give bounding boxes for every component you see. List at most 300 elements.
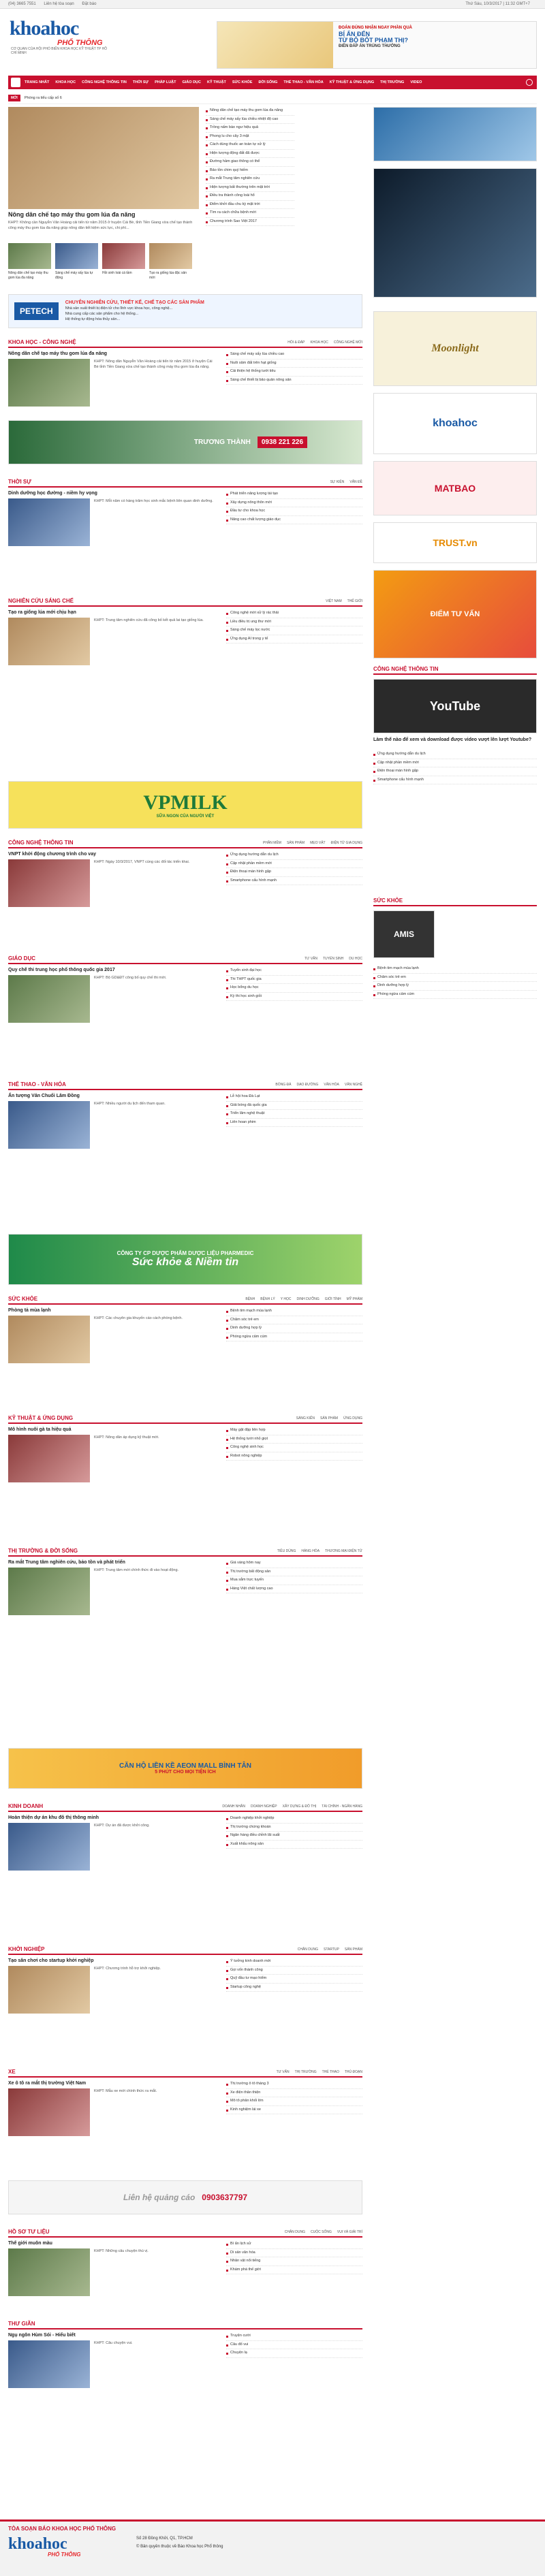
section-lead-image[interactable] [8,1966,90,2014]
section-subnav [277,2070,362,2076]
small-story[interactable] [8,243,51,281]
ad-text: Liên hệ quảng cáo [123,2193,196,2202]
section-sub-link[interactable]: ĐIỆN TỬ GIA DỤNG [330,841,362,845]
section-lead-title[interactable]: Thế giới muôn màu [8,2241,52,2246]
section-lead-sapo: KHPT: Ngày 10/3/2017, VNPT cùng các đối tác triển khai. [94,860,190,864]
list-item[interactable]: Đường hầm giao thông có thể [206,158,294,167]
list-item[interactable]: Liên hoan phim [226,1119,362,1128]
nav-item[interactable]: THỂ THAO - VĂN HÓA [283,80,324,84]
nav-item[interactable]: SỨC KHỎE [232,80,253,84]
list-item[interactable]: Phòng ngừa cảm cúm [373,991,537,1000]
section-lead-title[interactable]: Ấn tượng Văn Chuổi Lâm Đồng [8,1094,80,1098]
logo-main: khoahoc [10,17,79,39]
section-sub-link[interactable]: THẾ GIỚI [347,599,362,603]
section-lead-title[interactable]: Tạo ra giống lúa mới chịu hạn [8,610,76,615]
list-item[interactable]: Chương trình Sao Việt 2017 [206,218,294,227]
news-section [8,2320,362,2395]
youtube-logo: YouTube [429,699,481,713]
small-story-title[interactable]: Sáng chế máy sấy lúa tự động [55,271,93,280]
section-list [226,351,362,385]
section-list [226,851,362,885]
section-title[interactable]: THỜI SỰ [8,479,31,485]
news-section [8,597,362,672]
news-section [8,1295,362,1370]
section-lead-sapo: KHPT: Trung tâm mới chính thức đi vào hoạt động. [94,1568,179,1572]
ad-brand: ĐIỂM TƯ VẤN [430,610,480,618]
list-item[interactable]: Sáng chế máy sấy lúa chiều cao [226,351,362,360]
list-item[interactable]: Chăm sóc trẻ em [373,974,537,983]
list-item[interactable]: Bí ẩn lịch sử [226,2240,362,2249]
section-lead-image[interactable] [8,618,90,665]
list-item[interactable]: Điện thoại màn hình gập [226,868,362,877]
small-story-image[interactable] [8,243,51,269]
list-item[interactable]: Giá vàng hôm nay [226,1559,362,1568]
section-sub-link[interactable]: DINH DƯỠNG [296,1297,320,1301]
logo-tagline: CƠ QUAN CỦA HỘI PHỔ BIẾN KHOA HỌC KỸ THUẬT TP HỒ CHÍ MINH [11,47,108,55]
list-item[interactable]: Ứng dụng hướng dẫn du lịch [226,851,362,860]
site-logo[interactable] [10,17,112,55]
list-item[interactable]: Bệnh tim mạch mùa lạnh [373,965,537,974]
section-sub-link[interactable]: THƯƠNG MẠI ĐIỆN TỬ [325,1549,362,1553]
section-title[interactable]: KINH DOANH [8,1803,44,1809]
list-item[interactable]: Khám phá thế giới [226,2266,362,2275]
section-list [226,2240,362,2274]
list-item[interactable]: Chăm sóc trẻ em [226,1316,362,1325]
section-subnav [330,480,362,486]
section-header [8,2068,362,2078]
list-item[interactable]: Câu đố vui [226,2341,362,2350]
list-item[interactable]: Điện thoại màn hình gập [373,767,537,776]
nav-item[interactable]: ĐỜI SỐNG [258,80,278,84]
section-title[interactable]: NGHIÊN CỨU SÁNG CHẾ [8,598,74,604]
section-sub-link[interactable]: ỨNG DỤNG [343,1416,362,1420]
pharmedic-banner[interactable] [8,1234,362,1285]
list-item[interactable]: Nhân vật nổi tiếng [226,2257,362,2266]
vpmilk-banner[interactable] [8,781,362,829]
section-sub-link[interactable]: SẢN PHẨM [320,1416,339,1420]
top-story-sapo: KHPT: Không cần Nguyễn Văn Hoàng cải tiến từ năm 2015 ở huyện Cái Bè, tỉnh Tiền Giang vừa chế tạo thành công máy thu gom lúa đa năng giúp nông dân tiết kiệm sức lực, chi phí... [8,221,193,230]
list-item[interactable]: Học bổng du học [226,984,362,993]
nav-item[interactable]: TRANG NHẤT [25,80,50,84]
news-section [8,1081,362,1156]
small-story[interactable] [55,243,98,281]
side-news-list [373,750,537,784]
section-sub-link[interactable]: VĂN NGHỆ [344,1083,362,1087]
top-story [8,107,362,280]
section-title[interactable]: KHOA HỌC - CÔNG NGHỆ [8,339,76,345]
list-item[interactable]: Ứng dụng AI trong y tế [226,635,362,644]
ad-line: ĐIỀN ĐÁP ÁN TRÚNG THƯỞNG [339,44,401,48]
list-item[interactable]: Hệ thống tưới nhỏ giọt [226,1435,362,1444]
list-item[interactable]: Nâng cao chất lượng giáo dục [226,516,362,525]
section-sub-link[interactable]: XÂY DỰNG & ĐÔ THỊ [282,1804,317,1809]
ad-brand: MATBAO [434,483,476,494]
section-sub-link[interactable]: DẠO ĐƯỜNG [296,1083,319,1087]
ad-line: Nhà sản xuất thiết bị điện tử cho lĩnh vực khoa học, công nghệ... [65,306,173,311]
small-story-image[interactable] [102,243,145,269]
list-item[interactable]: Nông dân chế tạo máy thu gom lúa đa năng [206,107,294,116]
list-item[interactable]: Truyện cười [226,2332,362,2341]
section-header [8,839,362,848]
news-section [8,1945,362,2020]
section-sub-link[interactable]: MẸO VẶT [310,841,326,845]
section-sub-link[interactable]: CUỘC SỐNG [311,2230,332,2234]
section-sub-link[interactable]: VĂN HÓA [324,1083,339,1087]
side-cntt-header [373,665,537,675]
list-item[interactable]: Doanh nghiệp khởi nghiệp [226,1815,362,1824]
section-sub-link[interactable]: BỆNH [245,1297,255,1301]
section-sub-link[interactable]: MỸ PHẨM [346,1297,362,1301]
aeon-banner[interactable] [8,1748,362,1789]
list-item[interactable]: Triển lãm nghệ thuật [226,1110,362,1119]
section-list [226,1307,362,1341]
section-list [226,2080,362,2114]
list-item[interactable]: Robot nông nghiệp [226,1452,362,1461]
section-list [226,1093,362,1127]
nav-item[interactable]: THỊ TRƯỜNG [380,80,405,84]
section-header [8,2320,362,2329]
section-title[interactable]: THỊ TRƯỜNG & ĐỜI SỐNG [8,1548,78,1554]
list-item[interactable]: Xe điện thân thiện [226,2089,362,2098]
section-subnav [277,1549,362,1555]
section-header [8,2228,362,2238]
list-item[interactable]: Máy gặt đập liên hợp [226,1427,362,1435]
ad-phone: 0903637797 [202,2193,248,2202]
top-story-image[interactable] [8,107,199,209]
search-icon[interactable] [526,79,533,86]
section-lead-title[interactable]: Hoàn thiện dự án khu đô thị thông minh [8,1815,99,1820]
section-lead-sapo: KHPT: Trung tâm nghiên cứu đã công bố kết quả lai tạo giống lúa. [94,618,204,622]
ad-brand: CĂN HỘ LIỀN KỀ AEON MALL BÌNH TÂN [119,1762,251,1770]
nav-item[interactable]: GIÁO DỤC [182,80,201,84]
nav-item[interactable]: VIDEO [410,80,422,84]
section-lead-title[interactable]: Ngụ ngôn Hùm Sói - Hiểu biết [8,2333,76,2338]
top-story-title[interactable]: Nông dân chế tạo máy thu gom lúa đa năng [8,211,136,218]
small-story-title[interactable]: Nông dân chế tạo máy thu gom lúa đa năng [8,271,48,280]
section-title[interactable]: CÔNG NGHỆ THÔNG TIN [8,840,74,846]
section-lead-title[interactable]: Quy chế thi trung học phổ thông quốc gia 2017 [8,968,115,972]
section-sub-link[interactable]: BÓNG ĐÁ [275,1083,292,1087]
ticker-text[interactable]: Phóng ra tiểu cấp số 6 [24,95,62,100]
side-story-title[interactable]: Làm thế nào để xem và download được video vượt lên lượt Youtube? [373,737,532,742]
section-lead-image[interactable] [8,2088,90,2136]
section-lead-image[interactable] [8,1101,90,1149]
list-item[interactable]: Phong lu cho cây 3 mặt [206,133,294,142]
main-nav [8,76,537,89]
small-story-title[interactable]: Tạo ra giống lúa đặc sản mới [149,271,187,280]
list-item[interactable]: Công nghệ sinh học [226,1444,362,1452]
content-area [8,107,537,2517]
section-sub-link[interactable]: SẢN PHẨM [344,1947,362,1952]
list-item[interactable]: Ra mắt Trung tâm nghiên cứu [206,175,294,184]
list-item[interactable]: Xuất khẩu nông sản [226,1841,362,1849]
nav-item[interactable]: THỜI SỰ [132,80,149,84]
list-item[interactable]: Di sản văn hóa [226,2249,362,2258]
section-sub-link[interactable]: Y HỌC [280,1297,292,1301]
section-lead-title[interactable]: Tạo sân chơi cho startup khởi nghiệp [8,1958,94,1963]
section-title[interactable]: SỨC KHỎE [373,897,403,904]
section-header [8,955,362,964]
tham-dieu-tri-ad[interactable] [373,570,537,658]
list-item[interactable]: Tìm ra cách chữa bệnh mới [206,209,294,218]
header [0,9,545,76]
section-sub-link[interactable]: GIỚI TÍNH [324,1297,341,1301]
nav-item[interactable]: PHÁP LUẬT [155,80,176,84]
section-lead-image[interactable] [8,1568,90,1615]
section-title[interactable]: THƯ GIÃN [8,2321,35,2327]
ad-line: TỪ BỘ BỐT PHẠM THỊ? [339,37,408,44]
section-subnav [326,599,362,605]
list-item[interactable]: Dinh dưỡng hợp lý [226,1324,362,1333]
small-story-title[interactable]: Hồi sinh loài cá tầm [102,271,132,275]
list-item[interactable]: Hiện tượng bất thường trên mặt trời [206,184,294,193]
section-sub-link[interactable]: THỊ TRƯỜNG [294,2070,317,2074]
top-small-list [8,243,199,281]
logo-sub: PHỔ THÔNG [57,39,103,47]
petech-banner[interactable] [8,294,362,328]
side-ad-2[interactable] [373,168,537,298]
list-item[interactable]: Hiện tượng động đất đã được [206,150,294,159]
section-sub-link[interactable]: HỎI & ĐÁP [287,340,305,345]
section-lead-image[interactable] [8,859,90,907]
home-icon[interactable] [11,78,20,87]
section-header [8,597,362,607]
nav-item[interactable]: KHOA HỌC [55,80,76,84]
section-sub-link[interactable]: STARTUP [324,1947,339,1952]
footer-title: TÒA SOẠN BÁO KHOA HỌC PHỔ THÔNG [8,2526,116,2532]
list-item[interactable]: Điều tra thành công loài hổ [206,192,294,201]
section-sub-link[interactable]: TƯ VẤN [276,2070,290,2074]
section-lead-sapo: KHPT: Mẫu xe mới chính thức ra mắt. [94,2089,157,2093]
ad-brand: khoahoc [433,417,478,429]
list-item[interactable]: Cách dùng thuốc an toàn tự xử lý [206,141,294,150]
list-item[interactable]: Quỹ đầu tư mạo hiểm [226,1975,362,1984]
list-item[interactable]: Sáng chế máy lọc nước [226,626,362,635]
small-story[interactable] [102,243,145,281]
list-item[interactable]: Ứng dụng hướng dẫn du lịch [373,750,537,759]
trust-ad[interactable] [373,522,537,563]
news-section [8,2068,362,2143]
section-title[interactable]: CÔNG NGHỆ THÔNG TIN [373,666,439,672]
list-item[interactable]: Nuôi sâm đất trên hạt giống [226,360,362,368]
list-item[interactable]: Hàng Việt chất lượng cao [226,1585,362,1594]
ad-brand: CÔNG TY CP DƯỢC PHẨM DƯỢC LIỆU PHARMEDIC [116,1250,254,1256]
section-title[interactable]: HỒ SƠ TƯ LIỆU [8,2229,50,2235]
list-item[interactable]: Smartphone cấu hình mạnh [373,776,537,785]
list-item[interactable]: Tuyển sinh đại học [226,967,362,976]
section-title[interactable]: KHỞI NGHIỆP [8,1946,45,1952]
section-lead-sapo: KHPT: Nông dân áp dụng kỹ thuật mới. [94,1435,159,1440]
section-sub-link[interactable]: BỆNH LÝ [260,1297,275,1301]
section-list [226,490,362,524]
section-lead-image[interactable] [8,1823,90,1871]
list-item[interactable]: Sáng chế thiết bị bảo quản nông sản [226,377,362,385]
section-header [8,1081,362,1090]
footer-logo-sub: PHỔ THÔNG [48,2551,81,2558]
ad-brand: Moonlight [431,343,479,354]
list-item[interactable]: Bệnh tim mạch mùa lạnh [226,1307,362,1316]
list-item[interactable]: Smartphone cấu hình mạnh [226,877,362,886]
list-item[interactable]: Startup công nghệ [226,1984,362,1992]
section-subnav [296,1416,362,1422]
section-lead-image[interactable] [8,1316,90,1363]
nav-item[interactable]: KỸ THUẬT [207,80,226,84]
section-lead-sapo: KHPT: Nhiều người du lịch đến tham quan. [94,1102,166,1106]
youtube-thumb[interactable] [373,679,537,733]
section-sub-link[interactable]: TUYỂN SINH [322,957,344,961]
list-item[interactable]: Chuyện lạ [226,2349,362,2358]
section-lead-title[interactable]: Ra mắt Trung tâm nghiên cứu, bảo tồn và phát triển [8,1560,125,1565]
section-title[interactable]: SỨC KHỎE [8,1296,38,1302]
moonlight-ad[interactable] [373,311,537,386]
section-sub-link[interactable]: VUI VÀ GIẢI TRÍ [337,2230,362,2234]
top-news-list [206,107,294,226]
contact-ad-banner[interactable] [8,2180,362,2214]
section-lead-sapo: KHPT: Câu chuyện vui. [94,2341,133,2345]
phone-text: (04) 3665 7551 [8,2,36,6]
list-item[interactable]: Ngân hàng điều chỉnh lãi suất [226,1832,362,1841]
amis-ad[interactable] [373,910,435,958]
section-title[interactable]: XE [8,2069,16,2075]
section-lead-title[interactable]: Dinh dưỡng học đường - niềm hy vọng [8,491,97,496]
list-item[interactable]: Gọi vốn thành công [226,1967,362,1975]
section-sub-link[interactable]: SẢN PHẨM [286,841,305,845]
list-item[interactable]: Lễ hội hoa Đà Lạt [226,1093,362,1102]
section-lead-title[interactable]: Nông dân chế tạo máy thu gom lúa đa năng [8,351,108,356]
truongthanh-banner[interactable] [8,420,362,464]
section-sub-link[interactable]: SÁNG KIẾN [296,1416,315,1420]
section-lead-image[interactable] [8,359,90,407]
section-sub-link[interactable]: SỰ KIỆN [330,480,345,484]
footer-copyright: © Bản quyền thuộc về Báo Khoa học Phổ thông [136,2545,223,2549]
section-title[interactable]: THỂ THAO - VĂN HÓA [8,1081,66,1087]
section-lead-sapo: KHPT: Những câu chuyện thú vị. [94,2249,149,2253]
section-title[interactable]: GIÁO DỤC [8,955,35,961]
section-sub-link[interactable]: VIỆT NAM [326,599,342,603]
section-lead-image[interactable] [8,975,90,1023]
section-lead-title[interactable]: Mô hình nuôi gà ta hiệu quả [8,1427,72,1432]
list-item[interactable]: Thi THPT quốc gia [226,976,362,985]
nav-item[interactable]: CÔNG NGHỆ THÔNG TIN [82,80,127,84]
list-item[interactable]: Thị trường bất động sản [226,1568,362,1577]
list-item[interactable]: Xây dựng nông thôn mới [226,499,362,508]
list-item[interactable]: Bảo tồn chim quý hiếm [206,167,294,176]
nav-item[interactable]: KỸ THUẬT & ỨNG DỤNG [329,80,375,84]
list-item[interactable]: Giải bóng đá quốc gia [226,1102,362,1111]
subscribe-link[interactable]: Đặt báo [82,2,97,6]
section-lead-image[interactable] [8,2248,90,2296]
section-header [8,1414,362,1424]
section-header [8,478,362,488]
side-health-list [373,965,537,999]
list-item[interactable]: Dinh dưỡng hợp lý [373,982,537,991]
list-item[interactable]: Liều điều trị ung thư mới [226,618,362,627]
section-sub-link[interactable]: TIÊU DÙNG [277,1549,296,1553]
section-sub-link[interactable]: DOANH NHÂN [222,1804,245,1809]
contact-link[interactable]: Liên hệ tòa soạn [44,2,74,6]
list-item[interactable]: Thị trường chứng khoán [226,1824,362,1832]
section-sub-link[interactable]: PHẦN MỀM [263,841,281,845]
section-subnav [245,1297,362,1303]
date-text: Thứ Sáu, 10/3/2017 | 11:32 GMT+7 [465,2,530,6]
section-lead-title[interactable]: Xe ô tô ra mắt thị trường Việt Nam [8,2081,87,2086]
section-lead-sapo: KHPT: Nông dân Nguyễn Văn Hoàng cải tiến từ năm 2015 ở huyện Cái Bè tỉnh Tiền Giang vừa chế tạo thành công máy thu gom lúa đa năng. [94,360,213,369]
matbao-ad[interactable] [373,461,537,515]
section-subnav [285,2230,362,2236]
list-item[interactable]: Kỳ thi học sinh giỏi [226,993,362,1002]
list-item[interactable]: Kinh nghiệm lái xe [226,2106,362,2115]
footer [0,2519,545,2576]
section-header [8,1802,362,1812]
small-story[interactable] [149,243,192,281]
section-sub-link[interactable]: THỦ ĐOẠN [344,2070,362,2074]
list-item[interactable]: Điểm khởi đầu chu kỳ mặt trời [206,201,294,210]
section-lead-sapo: KHPT: Các chuyên gia khuyến cáo cách phòng bệnh. [94,1316,183,1320]
ad-brand: TRUST.vn [433,537,478,548]
section-lead-sapo: KHPT: Bộ GD&ĐT công bố quy chế thi mới. [94,976,167,980]
news-section [8,338,362,413]
section-list [226,967,362,1001]
list-item[interactable]: Phát triển năng lượng tái tạo [226,490,362,499]
section-sub-link[interactable]: KHOA HỌC [310,340,328,345]
khoahoc-side-ad[interactable] [373,393,537,454]
section-lead-image[interactable] [8,1435,90,1482]
section-sub-link[interactable]: TÀI CHÍNH - NGÂN HÀNG [322,1804,362,1809]
section-title[interactable]: KỸ THUẬT & ỨNG DỤNG [8,1415,74,1421]
section-list [226,2332,362,2358]
side-ad-1[interactable] [373,107,537,161]
section-list [226,1559,362,1593]
section-sub-link[interactable]: HÀNG HÓA [301,1549,320,1553]
section-sub-link[interactable]: VẤN ĐỀ [349,480,362,484]
list-item[interactable]: Công nghệ mới xử lý rác thải [226,609,362,618]
top-bar [0,0,545,9]
section-sub-link[interactable]: CÔNG NGHỆ MỚI [333,340,362,345]
section-lead-title[interactable]: VNPT khởi động chương trình cho vay [8,852,96,857]
header-ad-banner[interactable] [217,21,537,69]
section-sub-link[interactable]: THỂ THAO [322,2070,339,2074]
side-health-header [373,897,537,906]
list-item[interactable]: Cập nhật phần mềm mới [226,860,362,869]
section-lead-image[interactable] [8,2340,90,2388]
list-item[interactable]: Ý tưởng kinh doanh mới [226,1958,362,1967]
news-section [8,955,362,1030]
section-sub-link[interactable]: CHÂN DUNG [284,2230,306,2234]
list-item[interactable]: Trồng nấm bào ngư hiệu quả [206,124,294,133]
section-lead-image[interactable] [8,498,90,546]
section-sub-link[interactable]: TƯ VẤN [304,957,317,961]
ad-sub: Sức khỏe & Niềm tin [131,1256,239,1268]
list-item[interactable]: Đầu tư cho khoa học [226,507,362,516]
section-lead-title[interactable]: Phòng tả mùa lạnh [8,1308,51,1313]
list-item[interactable]: Sáng chế máy sấy lúa chiều nhiệt độ cao [206,116,294,125]
section-header [8,1547,362,1557]
section-list [226,1815,362,1849]
list-item[interactable]: Thị trường ô tô tháng 3 [226,2080,362,2089]
footer-logo[interactable]: khoahoc [8,2535,67,2553]
small-story-image[interactable] [55,243,98,269]
section-subnav [287,340,362,347]
list-item[interactable]: Cải thiện hệ thống tưới tiêu [226,368,362,377]
list-item[interactable]: Phòng ngừa cảm cúm [226,1333,362,1342]
section-sub-link[interactable]: DU HỌC [349,957,362,961]
section-sub-link[interactable]: DOANH NGHIỆP [250,1804,277,1809]
list-item[interactable]: Cập nhật phần mềm mới [373,759,537,768]
list-item[interactable]: Mô tô phân khối lớn [226,2097,362,2106]
list-item[interactable]: Mua sắm trực tuyến [226,1576,362,1585]
section-sub-link[interactable]: CHÂN DUNG [297,1947,318,1952]
small-story-image[interactable] [149,243,192,269]
